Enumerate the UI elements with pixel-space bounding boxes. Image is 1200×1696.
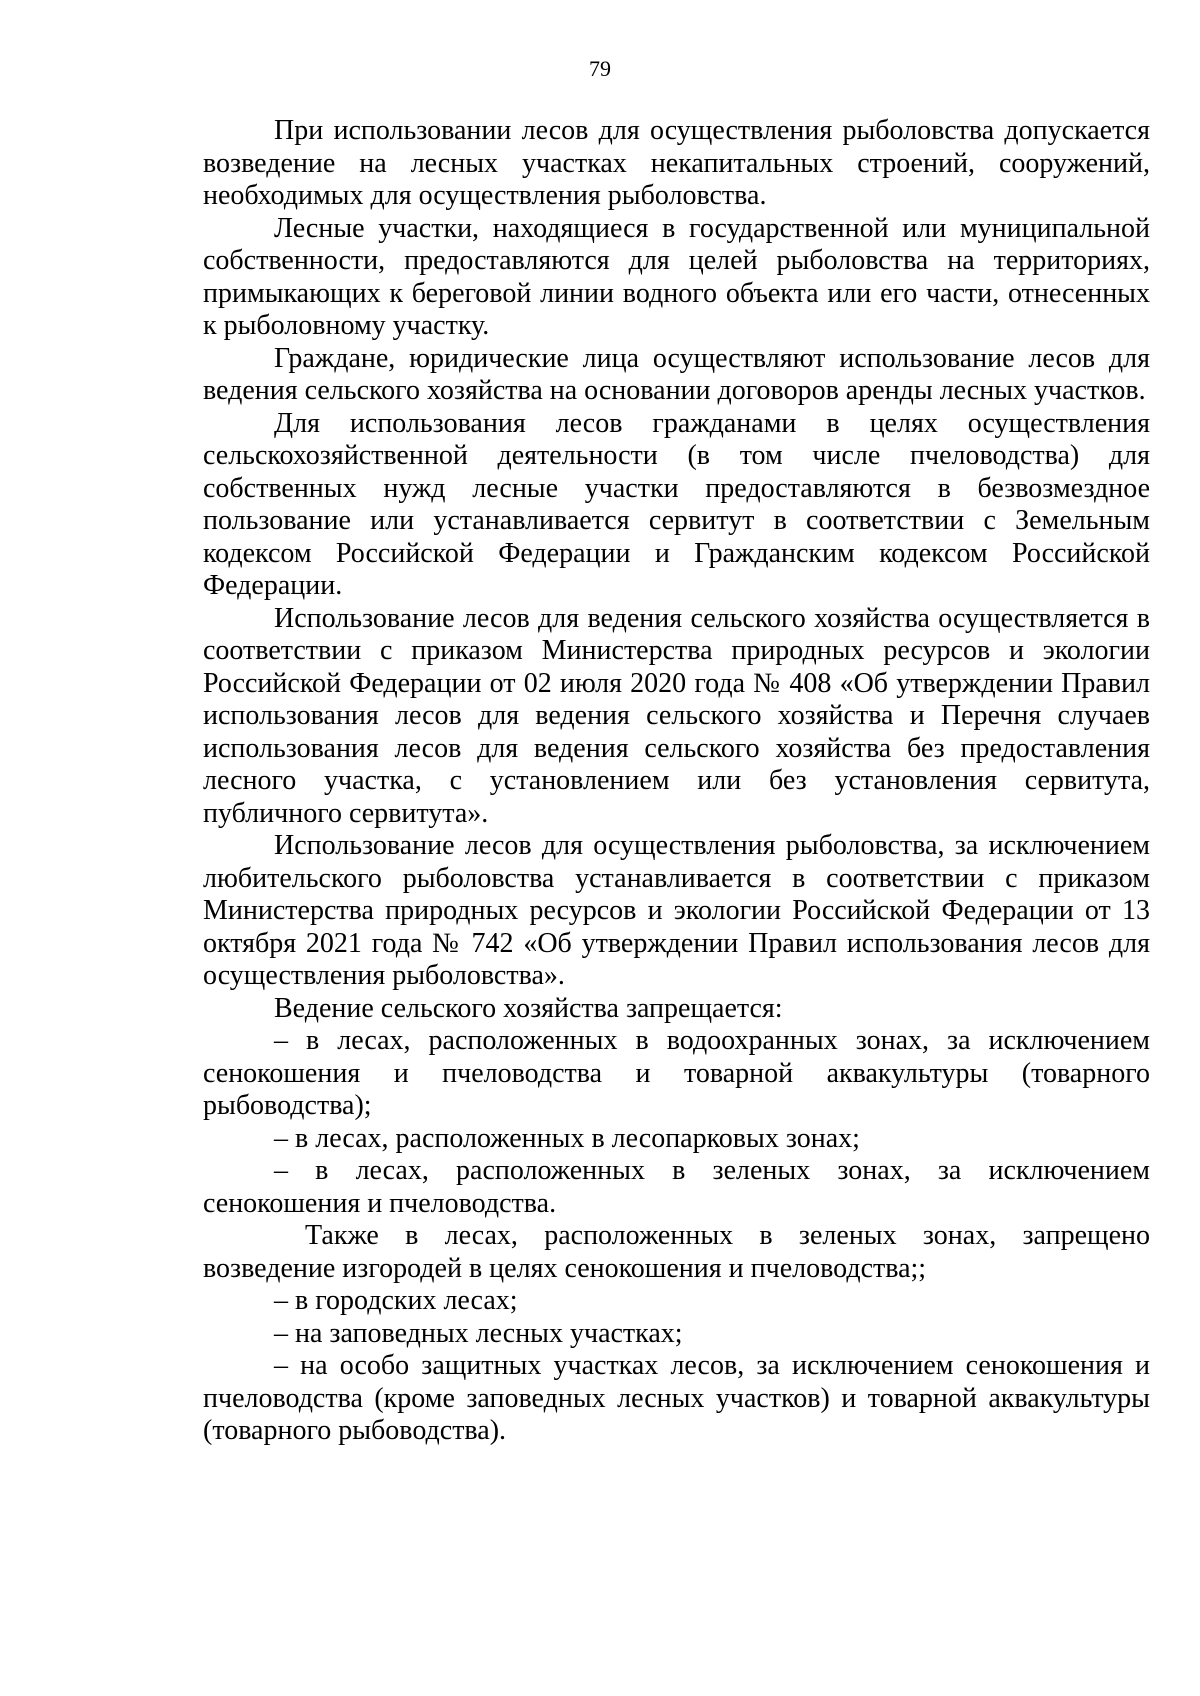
list-item-water-protection-zones: – в лесах, расположенных в водоохранных зонах, за исключением сенокошения и пчеловодства и товарной аквакультуры (товарного рыбоводства);: [203, 1025, 1150, 1121]
list-item-reserved-plots: – на заповедных лесных участках;: [274, 1317, 683, 1349]
list-item-protective-plots: – на особо защитных участках лесов, за исключением сенокошения и пчеловодства (кроме заповедных лесных участков) и товарной аквакультуры (товарного рыбоводства).: [203, 1350, 1150, 1446]
paragraph-prohibitions-heading: Ведение сельского хозяйства запрещается:: [274, 992, 783, 1024]
page-number: 79: [589, 56, 611, 81]
list-item-forest-park-zones: – в лесах, расположенных в лесопарковых зонах;: [274, 1122, 860, 1154]
paragraph-agriculture-lease: Граждане, юридические лица осуществляют использование лесов для ведения сельского хозяйства на основании договоров аренды лесных участков.: [203, 342, 1150, 406]
paragraph-citizens-agriculture: Для использования лесов гражданами в целях осуществления сельскохозяйственной деятельности (в том числе пчеловодства) для собственных нужд лесные участки предоставляются в безвозмездное пользование или устанавливается сервитут в соответствии с Земельным кодексом Российской Федерации и Гражданским кодексом Российской Федерации.: [203, 407, 1150, 601]
list-item-urban-forests: – в городских лесах;: [274, 1285, 518, 1316]
list-item-green-zones: – в лесах, расположенных в зеленых зонах, за исключением сенокошения и пчеловодства.: [203, 1155, 1150, 1219]
paragraph-order-408: Использование лесов для ведения сельского хозяйства осуществляется в соответствии с приказом Министерства природных ресурсов и экологии Российской Федерации от 02 июля 2020 года № 408 «Об утверждении Правил использования лесов для ведения сельского хозяйства и Перечня случаев использования лесов для ведения сельского хозяйства без предоставления лесного участка, с установлением или без установления сервитута, публичного сервитута».: [203, 602, 1150, 829]
paragraph-fishing-structures: При использовании лесов для осуществления рыболовства допускается возведение на лесных участках некапитальных строений, сооружений, необходимых для осуществления рыболовства.: [203, 115, 1150, 211]
paragraph-fishing-plots: Лесные участки, находящиеся в государственной или муниципальной собственности, предоставляются для целей рыболовства на территориях, примыкающих к береговой линии водного объекта или его части, отнесенных к рыболовному участку.: [203, 212, 1150, 341]
document-body: [203, 115, 1150, 1448]
paragraph-fences-prohibited: Также в лесах, расположенных в зеленых зонах, запрещено возведение изгородей в целях сенокошения и пчеловодства;;: [203, 1220, 1150, 1284]
paragraph-order-742: Использование лесов для осуществления рыболовства, за исключением любительского рыболовства устанавливается в соответствии с приказом Министерства природных ресурсов и экологии Российской Федерации от 13 октября 2021 года № 742 «Об утверждении Правил использования лесов для осуществления рыболовства».: [203, 830, 1150, 991]
